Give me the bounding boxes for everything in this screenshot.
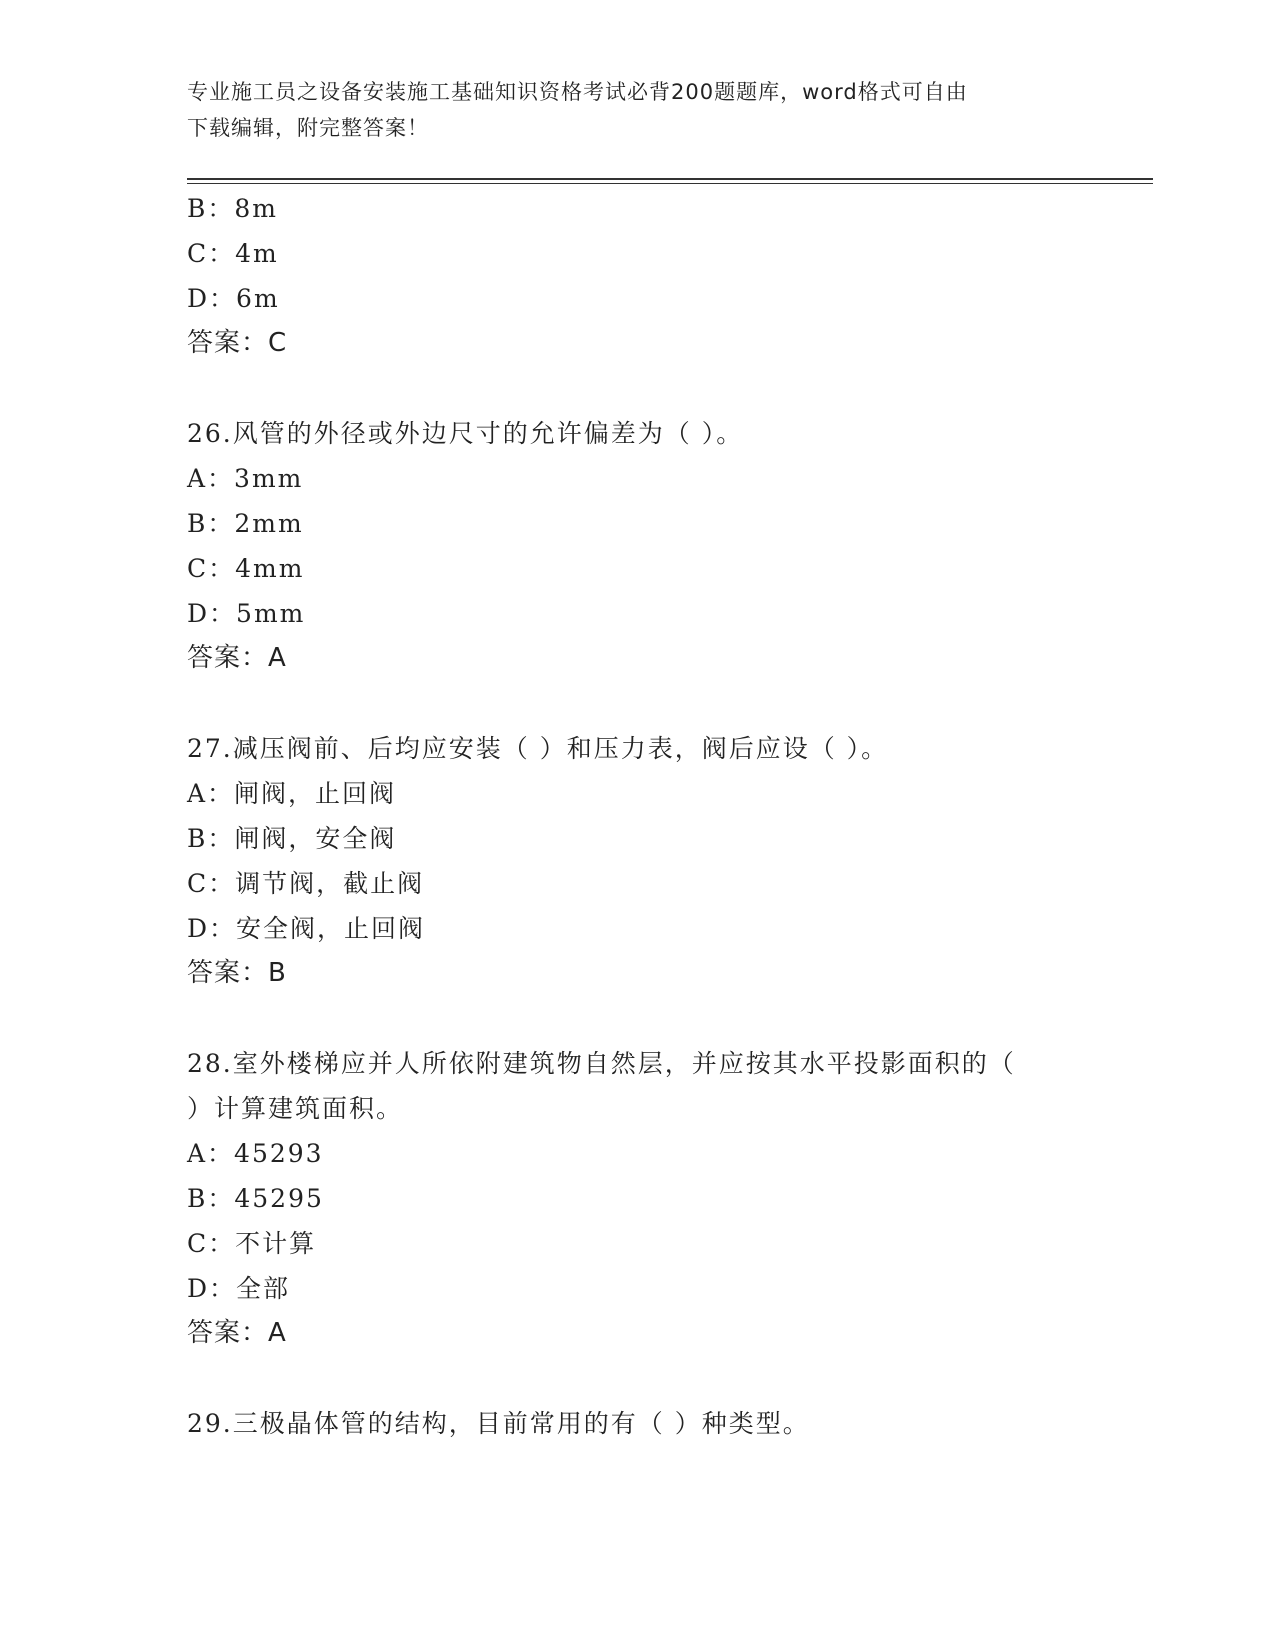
q28-question-line-2: ）计算建筑面积。 [187, 1094, 404, 1123]
q26-question: 26.风管的外径或外边尺寸的允许偏差为（ ）。 [187, 419, 744, 448]
q28-option-c: C：不计算 [187, 1229, 317, 1258]
header-title-line-2: 下载编辑，附完整答案！ [187, 116, 429, 140]
q26-option-c: C：4mm [187, 554, 305, 583]
header-title-line-1: 专业施工员之设备安装施工基础知识资格考试必背200题题库，word格式可自由 [187, 80, 968, 104]
q25-answer: 答案：C [187, 328, 288, 358]
header-rule-thick [187, 178, 1153, 180]
q27-option-b: B：闸阀，安全阀 [187, 824, 397, 853]
q27-option-c: C：调节阀，截止阀 [187, 869, 425, 898]
q25-option-b: B：8m [187, 194, 278, 223]
q26-option-d: D：5mm [187, 599, 306, 628]
q27-option-d: D：安全阀，止回阀 [187, 914, 426, 943]
q27-option-a: A：闸阀，止回阀 [187, 779, 397, 808]
q25-option-d: D：6m [187, 284, 280, 313]
q28-answer: 答案：A [187, 1318, 287, 1348]
q28-option-a: A：45293 [187, 1139, 324, 1168]
q27-question: 27.减压阀前、后均应安装（ ）和压力表，阀后应设（ ）。 [187, 734, 889, 763]
document-header [187, 74, 1067, 146]
q29-question: 29.三极晶体管的结构，目前常用的有（ ）种类型。 [187, 1409, 810, 1438]
q28-option-d: D：全部 [187, 1274, 291, 1303]
q27-answer: 答案：B [187, 958, 287, 988]
q26-option-b: B：2mm [187, 509, 304, 538]
q25-option-c: C：4m [187, 239, 279, 268]
q28-question-line-1: 28.室外楼梯应并人所依附建筑物自然层，并应按其水平投影面积的（ [187, 1049, 1016, 1078]
q26-answer: 答案：A [187, 643, 287, 673]
header-rule-thin [187, 183, 1153, 184]
q26-option-a: A：3mm [187, 464, 304, 493]
q28-option-b: B：45295 [187, 1184, 324, 1213]
